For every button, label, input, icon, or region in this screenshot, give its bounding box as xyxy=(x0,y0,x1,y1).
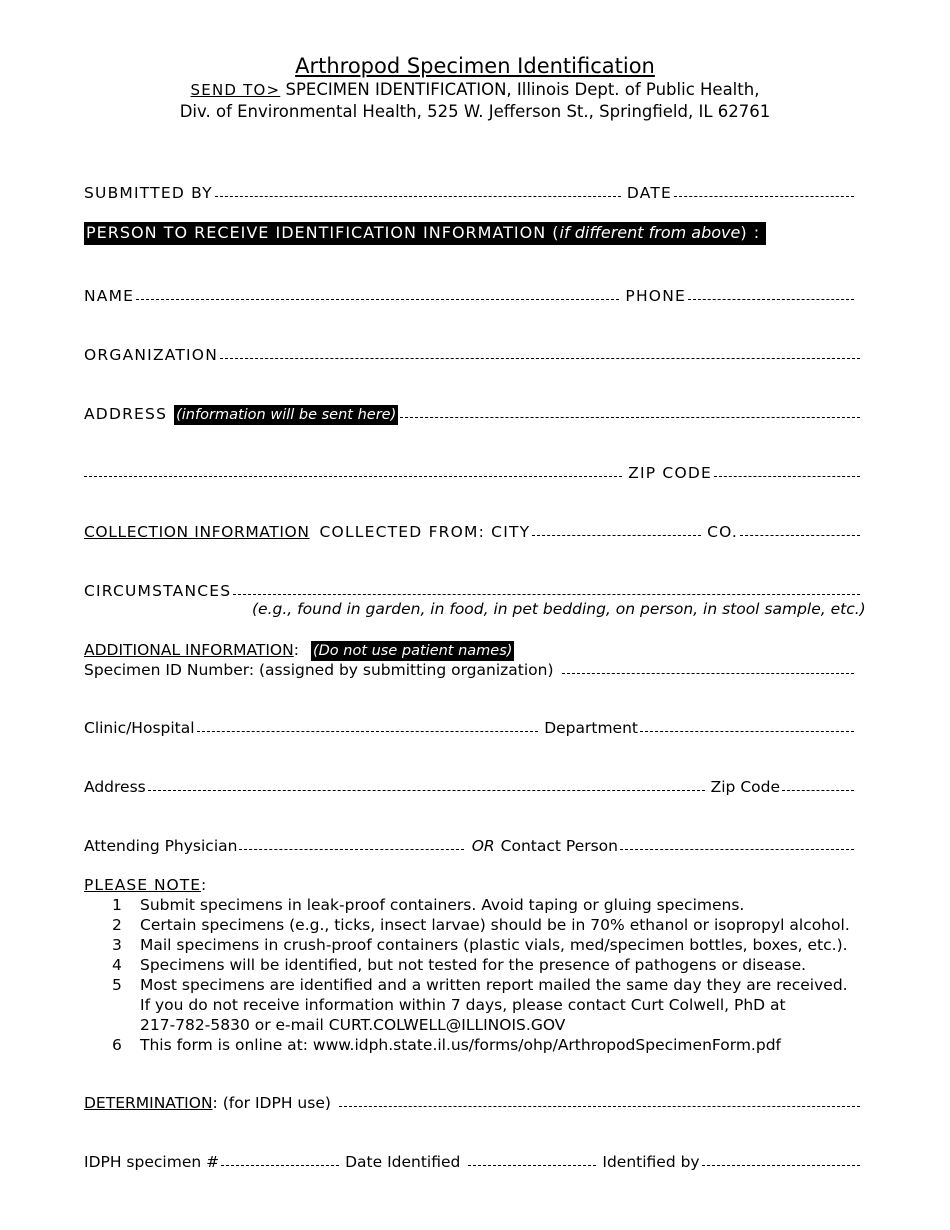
date-identified-label: Date Identified xyxy=(345,1153,461,1171)
additional-colon: : xyxy=(293,641,299,659)
date-label: DATE xyxy=(626,184,672,202)
circumstances-field[interactable] xyxy=(233,594,860,595)
contact-field[interactable] xyxy=(620,849,854,850)
address-note: (information will be sent here) xyxy=(176,407,397,423)
zip-label: ZIP CODE xyxy=(628,464,712,482)
specimen-id-label: Specimen ID Number: (assigned by submitting organization) xyxy=(84,661,554,679)
city-label: COLLECTED FROM: CITY xyxy=(319,523,531,541)
list-item xyxy=(112,895,862,915)
address-row xyxy=(84,404,860,425)
recipient-bar xyxy=(84,222,860,245)
notes-colon: : xyxy=(201,876,207,894)
identified-by-field[interactable] xyxy=(702,1165,860,1166)
address-field[interactable] xyxy=(400,417,860,418)
address-line2-field[interactable] xyxy=(84,476,622,477)
address-line2-row xyxy=(84,463,860,483)
determination-heading: DETERMINATION xyxy=(84,1094,213,1112)
facility-address-row xyxy=(84,777,860,797)
list-item xyxy=(112,975,862,995)
form-title: Arthropod Specimen Identification xyxy=(295,54,655,78)
note-text: Certain specimens (e.g., ticks, insect larvae) should be in 70% ethanol or isopropyl alcohol. xyxy=(140,916,850,934)
date-field[interactable] xyxy=(674,196,854,197)
circumstances-hint: (e.g., found in garden, in food, in pet bedding, on person, in stool sample, etc.) xyxy=(252,600,866,618)
facility-address-label: Address xyxy=(84,778,146,796)
list-item xyxy=(112,915,862,935)
circumstances-label: CIRCUMSTANCES xyxy=(84,582,232,600)
determination-row xyxy=(84,1093,860,1113)
note-5-continuation-2: 217-782-5830 or e-mail CURT.COLWELL@ILLINOIS.GOV xyxy=(140,1016,566,1034)
notes-heading-row xyxy=(84,875,860,895)
note-number: 1 xyxy=(112,896,122,914)
recipient-heading-text: PERSON TO RECEIVE IDENTIFICATION INFORMATION ( xyxy=(86,223,560,242)
submitted-by-label: SUBMITTED BY xyxy=(84,184,213,202)
county-field[interactable] xyxy=(740,535,860,536)
organization-field[interactable] xyxy=(220,358,860,359)
idph-specimen-label: IDPH specimen # xyxy=(84,1153,220,1171)
notes-heading: PLEASE NOTE xyxy=(84,876,201,894)
department-field[interactable] xyxy=(640,731,854,732)
department-label: Department xyxy=(544,719,638,737)
recipient-heading-italic: if different from above xyxy=(559,223,741,242)
clinic-label: Clinic/Hospital xyxy=(84,719,195,737)
note-text: Specimens will be identified, but not tested for the presence of pathogens or disease. xyxy=(140,956,807,974)
note-number: 6 xyxy=(112,1036,122,1054)
clinic-row xyxy=(84,718,860,738)
note-number: 3 xyxy=(112,936,122,954)
recipient-heading xyxy=(84,222,766,245)
phone-label: PHONE xyxy=(625,287,686,305)
name-label: NAME xyxy=(84,287,135,305)
idph-row xyxy=(84,1152,860,1172)
name-field[interactable] xyxy=(136,299,619,300)
note-5-continuation-1: If you do not receive information within 7 days, please contact Curt Colwell, PhD at xyxy=(140,996,786,1014)
additional-heading-row xyxy=(84,640,860,661)
facility-zip-field[interactable] xyxy=(782,790,854,791)
note-number: 4 xyxy=(112,956,122,974)
facility-address-field[interactable] xyxy=(148,790,705,791)
send-to-label: SEND TO> xyxy=(190,81,281,99)
send-to-line-1 xyxy=(0,80,950,99)
list-item xyxy=(112,955,862,975)
list-item xyxy=(112,1035,862,1055)
note-text: Submit specimens in leak-proof containers. Avoid taping or gluing specimens. xyxy=(140,896,745,914)
identified-by-label: Identified by xyxy=(602,1153,700,1171)
note-text: This form is online at: www.idph.state.il.us/forms/ohp/ArthropodSpecimenForm.pdf xyxy=(140,1036,781,1054)
name-row xyxy=(84,286,860,306)
additional-heading: ADDITIONAL INFORMATION xyxy=(84,641,294,659)
determination-field[interactable] xyxy=(339,1106,860,1107)
determination-suffix: : (for IDPH use) xyxy=(212,1094,331,1112)
clinic-field[interactable] xyxy=(197,731,539,732)
specimen-id-row xyxy=(84,660,860,680)
list-item xyxy=(112,935,862,955)
collection-row xyxy=(84,522,860,542)
address-label: ADDRESS xyxy=(84,405,168,423)
phone-field[interactable] xyxy=(688,299,854,300)
send-to-line-2: Div. of Environmental Health, 525 W. Jefferson St., Springfield, IL 62761 xyxy=(179,102,771,121)
zip-field[interactable] xyxy=(714,476,860,477)
send-to-address-1: SPECIMEN IDENTIFICATION, Illinois Dept. of Public Health, xyxy=(280,80,760,99)
submitted-by-field[interactable] xyxy=(215,196,621,197)
county-label: CO. xyxy=(707,523,738,541)
note-text: Most specimens are identified and a written report mailed the same day they are received. xyxy=(140,976,848,994)
organization-label: ORGANIZATION xyxy=(84,346,219,364)
city-field[interactable] xyxy=(532,535,701,536)
or-label: OR xyxy=(471,837,495,855)
date-identified-field[interactable] xyxy=(468,1165,596,1166)
notes-list xyxy=(112,895,862,1055)
physician-row xyxy=(84,836,860,856)
patient-names-note: (Do not use patient names) xyxy=(312,643,513,659)
facility-zip-label: Zip Code xyxy=(710,778,780,796)
note-number: 5 xyxy=(112,976,122,994)
specimen-id-field[interactable] xyxy=(562,673,854,674)
note-text: Mail specimens in crush-proof containers (plastic vials, med/specimen bottles, boxes, etc.). xyxy=(140,936,848,954)
organization-row xyxy=(84,345,860,365)
physician-label: Attending Physician xyxy=(84,837,238,855)
collection-heading: COLLECTION INFORMATION xyxy=(84,523,310,541)
note-number: 2 xyxy=(112,916,122,934)
submitted-by-row xyxy=(84,183,860,203)
contact-label: Contact Person xyxy=(500,837,618,855)
physician-field[interactable] xyxy=(239,849,463,850)
idph-specimen-field[interactable] xyxy=(221,1165,339,1166)
recipient-heading-end: ) : xyxy=(740,223,761,242)
circumstances-row xyxy=(84,581,860,601)
